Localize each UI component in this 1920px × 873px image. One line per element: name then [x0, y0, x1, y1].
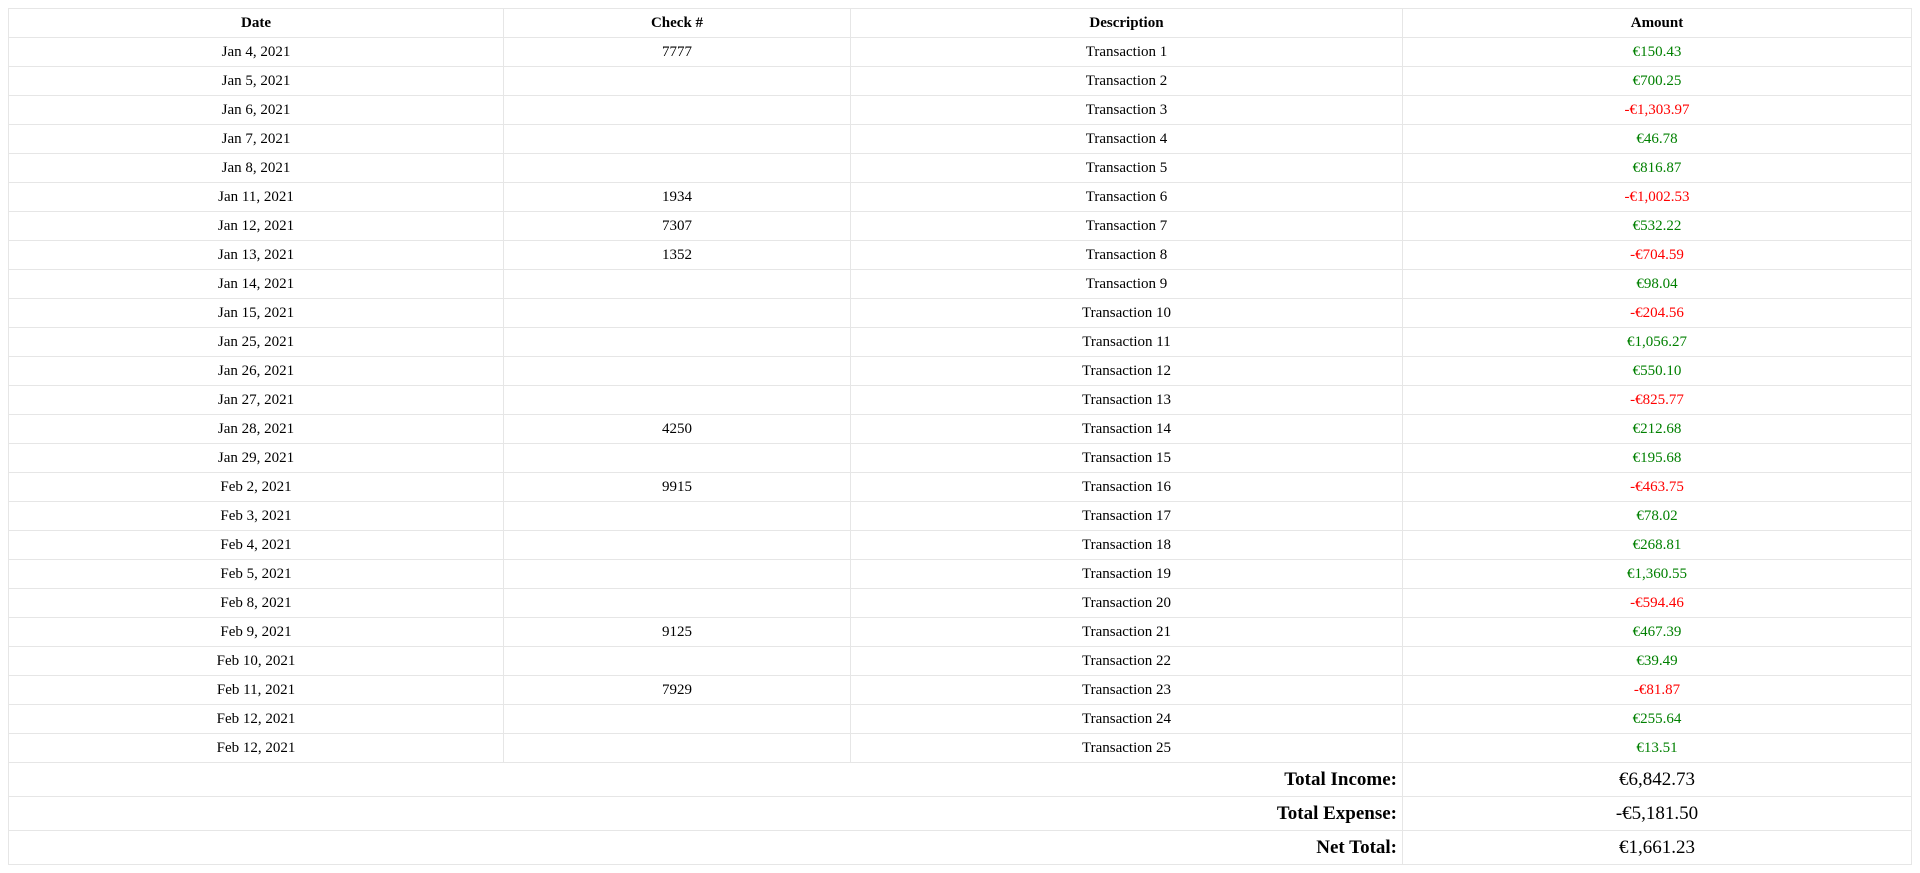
- cell-amount: €700.25: [1403, 67, 1912, 96]
- table-row: [9, 67, 1912, 96]
- column-header-date: Date: [9, 9, 504, 38]
- cell-description: Transaction 16: [851, 473, 1403, 502]
- cell-description: Transaction 5: [851, 154, 1403, 183]
- cell-check-number: 9125: [504, 618, 851, 647]
- cell-date: Feb 10, 2021: [9, 647, 504, 676]
- total-expense-label: Total Expense:: [9, 797, 1403, 831]
- cell-date: Jan 12, 2021: [9, 212, 504, 241]
- cell-check-number: [504, 125, 851, 154]
- table-row: [9, 531, 1912, 560]
- cell-amount: €1,056.27: [1403, 328, 1912, 357]
- cell-amount: -€704.59: [1403, 241, 1912, 270]
- cell-date: Jan 13, 2021: [9, 241, 504, 270]
- total-expense-row: [9, 797, 1912, 831]
- cell-check-number: [504, 299, 851, 328]
- table-row: [9, 705, 1912, 734]
- cell-description: Transaction 19: [851, 560, 1403, 589]
- cell-amount: €212.68: [1403, 415, 1912, 444]
- cell-date: Feb 12, 2021: [9, 705, 504, 734]
- total-income-label: Total Income:: [9, 763, 1403, 797]
- table-row: [9, 328, 1912, 357]
- cell-check-number: 7777: [504, 38, 851, 67]
- cell-check-number: [504, 560, 851, 589]
- cell-date: Jan 6, 2021: [9, 96, 504, 125]
- cell-date: Jan 7, 2021: [9, 125, 504, 154]
- table-row: [9, 618, 1912, 647]
- cell-check-number: [504, 328, 851, 357]
- table-row: [9, 154, 1912, 183]
- net-total-row: [9, 831, 1912, 865]
- cell-check-number: 7929: [504, 676, 851, 705]
- cell-check-number: [504, 531, 851, 560]
- cell-date: Feb 11, 2021: [9, 676, 504, 705]
- net-total-value: €1,661.23: [1403, 831, 1912, 865]
- cell-description: Transaction 23: [851, 676, 1403, 705]
- cell-description: Transaction 22: [851, 647, 1403, 676]
- cell-description: Transaction 24: [851, 705, 1403, 734]
- totals-section: [9, 763, 1912, 865]
- cell-description: Transaction 12: [851, 357, 1403, 386]
- table-row: [9, 38, 1912, 67]
- table-row: [9, 473, 1912, 502]
- cell-amount: €255.64: [1403, 705, 1912, 734]
- cell-check-number: [504, 502, 851, 531]
- cell-amount: -€825.77: [1403, 386, 1912, 415]
- cell-date: Feb 12, 2021: [9, 734, 504, 763]
- cell-date: Jan 27, 2021: [9, 386, 504, 415]
- cell-amount: -€1,303.97: [1403, 96, 1912, 125]
- table-header: [9, 9, 1912, 38]
- cell-amount: €46.78: [1403, 125, 1912, 154]
- transactions-table: [8, 8, 1912, 865]
- cell-date: Jan 28, 2021: [9, 415, 504, 444]
- cell-date: Jan 29, 2021: [9, 444, 504, 473]
- cell-check-number: 7307: [504, 212, 851, 241]
- header-row: [9, 9, 1912, 38]
- cell-date: Jan 15, 2021: [9, 299, 504, 328]
- table-row: [9, 502, 1912, 531]
- column-header-description: Description: [851, 9, 1403, 38]
- cell-description: Transaction 17: [851, 502, 1403, 531]
- cell-check-number: [504, 444, 851, 473]
- cell-date: Jan 4, 2021: [9, 38, 504, 67]
- table-row: [9, 270, 1912, 299]
- cell-amount: -€81.87: [1403, 676, 1912, 705]
- table-row: [9, 676, 1912, 705]
- total-expense-value: -€5,181.50: [1403, 797, 1912, 831]
- table-row: [9, 183, 1912, 212]
- cell-check-number: [504, 734, 851, 763]
- cell-amount: €195.68: [1403, 444, 1912, 473]
- cell-description: Transaction 21: [851, 618, 1403, 647]
- cell-description: Transaction 2: [851, 67, 1403, 96]
- cell-date: Feb 5, 2021: [9, 560, 504, 589]
- cell-description: Transaction 6: [851, 183, 1403, 212]
- cell-date: Jan 14, 2021: [9, 270, 504, 299]
- cell-check-number: [504, 96, 851, 125]
- cell-amount: -€463.75: [1403, 473, 1912, 502]
- cell-amount: €78.02: [1403, 502, 1912, 531]
- cell-check-number: [504, 67, 851, 96]
- cell-amount: €150.43: [1403, 38, 1912, 67]
- cell-check-number: [504, 386, 851, 415]
- cell-amount: €550.10: [1403, 357, 1912, 386]
- cell-date: Jan 11, 2021: [9, 183, 504, 212]
- cell-check-number: 1352: [504, 241, 851, 270]
- cell-check-number: [504, 589, 851, 618]
- cell-check-number: [504, 154, 851, 183]
- table-row: [9, 647, 1912, 676]
- cell-description: Transaction 10: [851, 299, 1403, 328]
- cell-description: Transaction 9: [851, 270, 1403, 299]
- cell-date: Feb 3, 2021: [9, 502, 504, 531]
- table-row: [9, 560, 1912, 589]
- cell-check-number: 9915: [504, 473, 851, 502]
- cell-amount: €1,360.55: [1403, 560, 1912, 589]
- cell-date: Feb 9, 2021: [9, 618, 504, 647]
- table-row: [9, 357, 1912, 386]
- cell-date: Feb 4, 2021: [9, 531, 504, 560]
- table-row: [9, 241, 1912, 270]
- cell-check-number: 1934: [504, 183, 851, 212]
- cell-date: Feb 8, 2021: [9, 589, 504, 618]
- table-row: [9, 589, 1912, 618]
- net-total-label: Net Total:: [9, 831, 1403, 865]
- cell-description: Transaction 20: [851, 589, 1403, 618]
- cell-description: Transaction 15: [851, 444, 1403, 473]
- total-income-value: €6,842.73: [1403, 763, 1912, 797]
- cell-amount: €532.22: [1403, 212, 1912, 241]
- cell-amount: €13.51: [1403, 734, 1912, 763]
- table-row: [9, 415, 1912, 444]
- cell-date: Jan 5, 2021: [9, 67, 504, 96]
- cell-description: Transaction 1: [851, 38, 1403, 67]
- transactions-ledger: [8, 8, 1911, 865]
- cell-amount: €268.81: [1403, 531, 1912, 560]
- cell-description: Transaction 18: [851, 531, 1403, 560]
- cell-amount: €39.49: [1403, 647, 1912, 676]
- cell-amount: -€1,002.53: [1403, 183, 1912, 212]
- column-header-amount: Amount: [1403, 9, 1912, 38]
- cell-check-number: [504, 705, 851, 734]
- table-body: [9, 38, 1912, 763]
- table-row: [9, 444, 1912, 473]
- cell-amount: €467.39: [1403, 618, 1912, 647]
- cell-description: Transaction 8: [851, 241, 1403, 270]
- total-income-row: [9, 763, 1912, 797]
- cell-description: Transaction 7: [851, 212, 1403, 241]
- cell-check-number: 4250: [504, 415, 851, 444]
- cell-description: Transaction 11: [851, 328, 1403, 357]
- column-header-check: Check #: [504, 9, 851, 38]
- cell-amount: -€204.56: [1403, 299, 1912, 328]
- cell-date: Feb 2, 2021: [9, 473, 504, 502]
- table-row: [9, 212, 1912, 241]
- cell-description: Transaction 14: [851, 415, 1403, 444]
- cell-date: Jan 26, 2021: [9, 357, 504, 386]
- cell-amount: -€594.46: [1403, 589, 1912, 618]
- cell-amount: €98.04: [1403, 270, 1912, 299]
- table-row: [9, 734, 1912, 763]
- table-row: [9, 96, 1912, 125]
- cell-date: Jan 8, 2021: [9, 154, 504, 183]
- cell-description: Transaction 25: [851, 734, 1403, 763]
- cell-check-number: [504, 270, 851, 299]
- table-row: [9, 299, 1912, 328]
- cell-description: Transaction 13: [851, 386, 1403, 415]
- cell-amount: €816.87: [1403, 154, 1912, 183]
- table-row: [9, 125, 1912, 154]
- cell-description: Transaction 3: [851, 96, 1403, 125]
- cell-date: Jan 25, 2021: [9, 328, 504, 357]
- cell-check-number: [504, 647, 851, 676]
- table-row: [9, 386, 1912, 415]
- cell-check-number: [504, 357, 851, 386]
- cell-description: Transaction 4: [851, 125, 1403, 154]
